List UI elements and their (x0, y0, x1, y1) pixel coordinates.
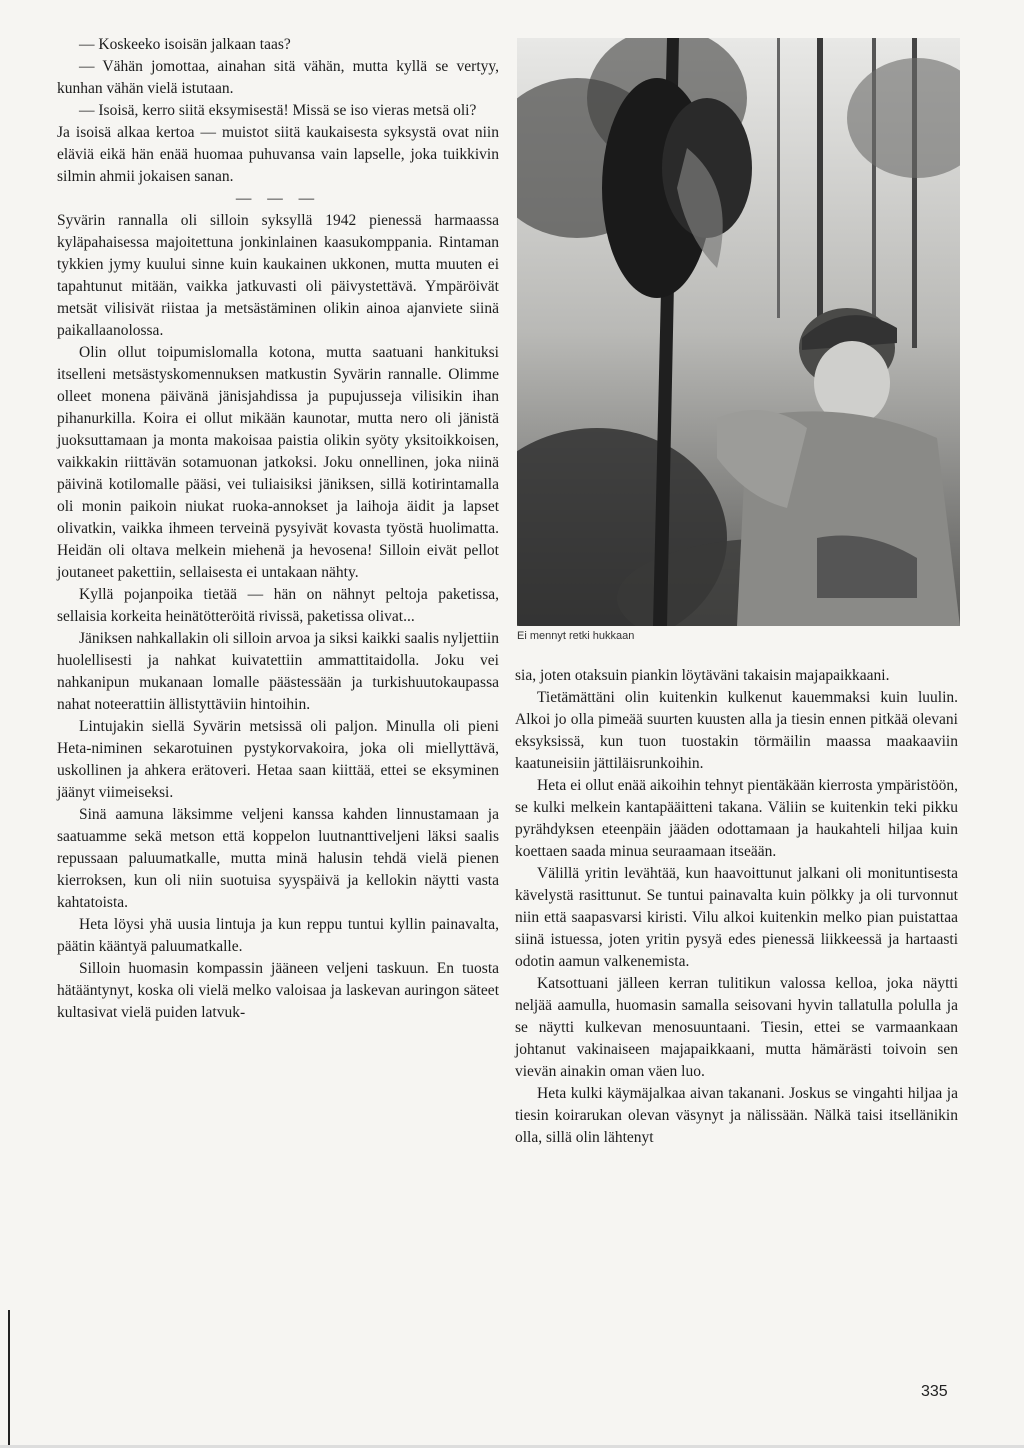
paragraph: Silloin huomasin kompassin jääneen veljeni taskuun. En tuosta hätääntynyt, koska oli vielä melko valoisaa ja laskevan auringon säteet kultasivat vielä puiden latvuk- (57, 960, 499, 1021)
paragraph: Heta ei ollut enää aikoihin tehnyt pientäkään kierrosta ympäristöön, se kulki melkein kantapääitteni takana. Väliin se kuitenkin teki pikku pyrähdyksen eteenpäin jääden odottamaan ja haukahteli hiljaa kuin koettaen saada minua seuraamaan itseään. (515, 777, 958, 860)
section-separator: — — — (235, 190, 321, 207)
hunter-photo-illustration (517, 38, 960, 626)
page-number: 335 (921, 1383, 948, 1400)
paragraph: Olin ollut toipumislomalla kotona, mutta saatuani hankituksi itselleni metsästyskomennuksen matkustin Syvärin rannalle. Olimme olleet monena päivänä jänisjahdissa ja pupujusseja vilisikin ihan pihanurkilla. Koira ei ollut mikään kaunotar, mutta nero oli jänistä juoksuttamaan ja monta makoisaa paistia olikin syöty yksitoikkoisen, vaikkakin riittävän sotamuonan jatkoksi. Joku onnellinen, joka niinä päivinä kotilomalle pääsi, vei tuliaisiksi jäniksen, sillä kotirintamalla oli monin paikoin niukat ruoka-annokset ja laihoja äidit ja lapset olivatkin, vaikka ihmeen terveinä pysyivät kovasta työstä huolimatta. Heidän oli oltava melkein miehenä ja hevosena! Silloin eivät pellot joutaneet pakettiin, sellaisesta ei untakaan nähty. (57, 344, 499, 581)
paragraph: — Isoisä, kerro siitä eksymisestä! Missä se iso vieras metsä oli? (79, 102, 477, 119)
page-edge-mark (8, 1310, 10, 1448)
paragraph: Jäniksen nahkallakin oli silloin arvoa ja siksi kaikki saalis nyljettiin huolellisesti ja nahkat kuivatettiin ammattitaidolla. Joku vei nahkanipun mukanaan lomalle päästessään ja turkishuutokaupassa nahat noteerattiin ällistyttäviin hintoihin. (57, 630, 499, 713)
paragraph: Heta löysi yhä uusia lintuja ja kun reppu tuntui kyllin painavalta, päätin kääntyä paluumatkalle. (57, 916, 499, 955)
paragraph: Kyllä pojanpoika tietää — hän on nähnyt peltoja paketissa, sellaisia korkeita heinätötteröitä rivissä, paketissa olivat... (57, 586, 499, 625)
photo-caption: Ei mennyt retki hukkaan (517, 630, 635, 642)
paragraph: Tietämättäni olin kuitenkin kulkenut kauemmaksi kuin luulin. Alkoi jo olla pimeää suurten kuusten alla ja tiesin ennen pitkää olevani eksyksissä, kun tuon tuostakin törmäilin maassa maakaaviin kaatuneisiin jättiläisrunkoihin. (515, 689, 958, 772)
paragraph: Ja isoisä alkaa kertoa — muistot siitä kaukaisesta syksystä ovat niin eläviä eikä hän enää huomaa puhuvansa vain lapselle, joka tuikkivin silmin ahmii jokaisen sanan. (57, 124, 499, 185)
paragraph: Katsottuani jälleen kerran tulitikun valossa kelloa, joka näytti neljää aamulla, huomasin samalla seisovani hyvin tallatulla polulla ja se näytti kulkevan menosuuntaani. Tiesin, ettei se varmaankaan johtanut vakinaiseen majapaikkaani, mutta hämärästi toivoin sen vievän ainakin oman väen luo. (515, 975, 958, 1080)
paragraph: Sinä aamuna läksimme veljeni kanssa kahden linnustamaan ja saatuamme sekä metson että koppelon luutnanttiveljeni läksi saalis repussaan paluumatkalle, mutta minä halusin tehdä vielä pienen kierroksen, kun oli niin suotuisa syyspäivä ja kellokin näytti vasta kahtatoista. (57, 806, 499, 911)
left-column (57, 34, 499, 1024)
paragraph: Heta kulki käymäjalkaa aivan takanani. Joskus se vingahti hiljaa ja tiesin koirarukan olevan väsynyt ja nälissään. Nälkä taisi itsellänikin olla, sillä olin lähtenyt (515, 1085, 958, 1146)
hunter-photo (517, 38, 960, 626)
right-column (515, 665, 958, 1149)
paragraph: sia, joten otaksuin piankin löytäväni takaisin majapaikkaani. (515, 667, 890, 684)
paragraph: — Vähän jomottaa, ainahan sitä vähän, mutta kyllä se vertyy, kunhan vähän vielä istutaan. (57, 58, 499, 97)
paragraph: Lintujakin siellä Syvärin metsissä oli paljon. Minulla oli pieni Heta-niminen sekarotuinen pystykorvakoira, joka oli miellyttävä, uskollinen ja ahkera erätoveri. Hetaa saan kiittää, ettei se eksyminen jäänyt viimeiseksi. (57, 718, 499, 801)
paragraph: Syvärin rannalla oli silloin syksyllä 1942 pienessä harmaassa kyläpahaisessa majoitettuna jonkinlainen kaasukomppania. Rintaman tykkien jymy kuului sinne kuin kaukainen ukkonen, mutta muuten ei tapahtunut mitään, vaikka jatkuvasti oli päivystettävä. Ympäröivät metsät vilisivät riistaa ja metsästäminen olikin ainoa ajanviete siinä paikallaanolossa. (57, 212, 499, 339)
paragraph: Välillä yritin levähtää, kun haavoittunut jalkani oli monituntisesta kävelystä rasittunut. Se tuntui painavalta kuin pölkky ja oli turvonnut niin että saapasvarsi kiristi. Vilu alkoi kuitenkin melko pian puistattaa siinä istuessa, joten yritin pysyä edes pienessä liikkeessä ja hartaasti odotin aamun valkenemista. (515, 865, 958, 970)
paragraph: — Koskeeko isoisän jalkaan taas? (79, 36, 291, 53)
